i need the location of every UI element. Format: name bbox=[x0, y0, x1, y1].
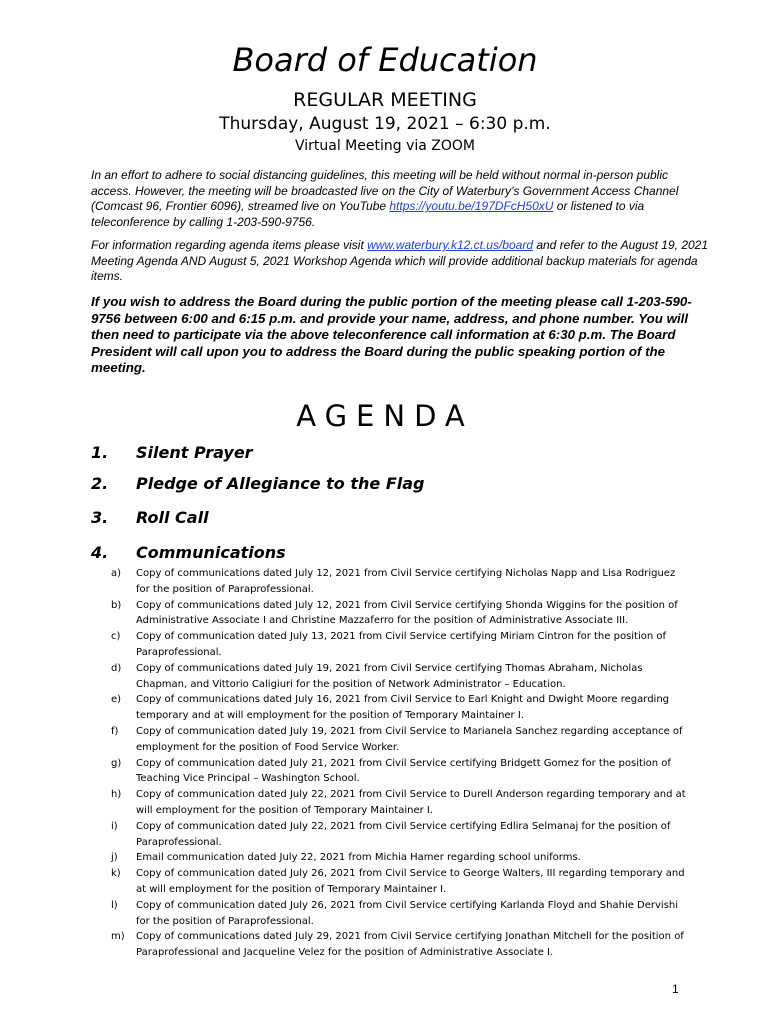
list-item-text: Copy of communications dated July 12, 2021 from Civil Service certifying Shonda Wiggins for the position of Administrative Associate I and Christine Mazzaferro for the position of Administrative Associate III. bbox=[136, 599, 678, 627]
agenda-item bbox=[91, 473, 424, 495]
info-text: For information regarding agenda items please visit bbox=[91, 238, 368, 252]
list-item bbox=[91, 850, 691, 866]
list-item-text: Copy of communications dated July 12, 2021 from Civil Service certifying Nicholas Napp and Lisa Rodriguez for the position of Paraprofessional. bbox=[136, 568, 676, 595]
meeting-datetime: Thursday, August 19, 2021 – 6:30 p.m. bbox=[219, 114, 551, 134]
intro-paragraph-broadcast bbox=[91, 168, 711, 230]
list-item-letter: c) bbox=[111, 631, 121, 643]
list-item bbox=[91, 629, 691, 661]
list-item-text: Copy of communication dated July 26, 2021 from Civil Service to George Walters, III regarding temporary and at will employment for the position of Temporary Maintainer I. bbox=[136, 868, 685, 895]
list-item-letter: d) bbox=[111, 662, 122, 674]
agenda-item-number: 4. bbox=[91, 543, 109, 562]
list-item bbox=[91, 661, 691, 693]
agenda-item-number: 2. bbox=[91, 474, 109, 493]
meeting-type: REGULAR MEETING bbox=[293, 89, 477, 111]
agenda-item-label: Communications bbox=[136, 543, 286, 562]
agenda-item-number: 1. bbox=[91, 443, 109, 462]
list-item-letter: i) bbox=[111, 820, 118, 832]
meeting-venue: Virtual Meeting via ZOOM bbox=[294, 138, 475, 154]
list-item-text: Copy of communication dated July 13, 2021 from Civil Service certifying Miriam Cintron for the position of Paraprofessional. bbox=[136, 631, 667, 658]
list-item bbox=[91, 692, 691, 724]
list-item-letter: l) bbox=[111, 899, 118, 911]
list-item-letter: m) bbox=[111, 931, 125, 943]
page-title: Board of Education bbox=[232, 41, 538, 79]
page-number: 1 bbox=[672, 982, 679, 996]
agenda-item-label: Pledge of Allegiance to the Flag bbox=[136, 474, 425, 493]
list-item-text: Copy of communication dated July 19, 2021 from Civil Service to Marianela Sanchez regarding acceptance of employment for the position of Food Service Worker. bbox=[136, 725, 683, 753]
list-item-letter: a) bbox=[111, 568, 122, 579]
intro-paragraph-info bbox=[91, 238, 711, 285]
agenda-item bbox=[91, 442, 253, 464]
list-item bbox=[91, 598, 691, 630]
list-item bbox=[91, 724, 691, 756]
agenda-item bbox=[91, 507, 209, 529]
agenda-item-label: Silent Prayer bbox=[136, 443, 253, 462]
list-item-text: Copy of communication dated July 22, 2021 from Civil Service to Durell Anderson regarding temporary and at will employment for the position of Temporary Maintainer I. bbox=[136, 789, 686, 816]
list-item-letter: f) bbox=[111, 725, 119, 737]
list-item bbox=[91, 756, 691, 788]
list-item bbox=[91, 929, 691, 961]
public-comment-instructions: If you wish to address the Board during the public portion of the meeting please call 1-203-590-9756 between 6:00 and 6:15 p.m. and provide your name, address, and phone number. You will then need to participate via the above teleconference call information at 6:30 p.m. The Board President will call upon you to address the Board during the public speaking portion of the meeting. bbox=[91, 294, 692, 375]
communications-list bbox=[91, 566, 691, 961]
agenda-heading: AGENDA bbox=[296, 399, 474, 433]
list-item-letter: g) bbox=[111, 757, 122, 769]
list-item-letter: h) bbox=[111, 789, 122, 801]
list-item-letter: e) bbox=[111, 694, 122, 706]
youtube-link[interactable]: https://youtu.be/197DFcH50xU bbox=[389, 199, 554, 213]
list-item bbox=[91, 866, 691, 898]
board-website-link[interactable]: www.waterbury.k12.ct.us/board bbox=[367, 238, 533, 252]
list-item-text: Copy of communications dated July 29, 2021 from Civil Service certifying Jonathan Mitchell for the position of Paraprofessional and Jacqueline Velez for the position of Administrative Associate I. bbox=[136, 931, 684, 959]
list-item-text: Copy of communications dated July 19, 2021 from Civil Service certifying Thomas Abraham, Nicholas Chapman, and Vittorio Caligiuri for the position of Network Administrator – Education. bbox=[136, 662, 643, 690]
list-item-text: Copy of communications dated July 16, 2021 from Civil Service to Earl Knight and Dwight Moore regarding temporary and at will employment for the position of Temporary Maintainer I. bbox=[136, 694, 670, 722]
list-item bbox=[91, 898, 691, 930]
list-item bbox=[91, 787, 691, 819]
agenda-item-number: 3. bbox=[91, 508, 109, 527]
intro-text: In an effort to adhere to social distancing guidelines, this meeting will be held without normal in-person public access. However, the meeting will be broadcasted live on the City of Waterbury’s Government Access Channel (Comcast 96, Frontier 6096), streamed live on YouTube bbox=[91, 168, 679, 213]
list-item bbox=[91, 566, 691, 598]
list-item-letter: j) bbox=[111, 852, 118, 864]
agenda-item bbox=[91, 542, 286, 564]
intro-text-end: or listened to via teleconference by calling 1-203-590-9756. bbox=[91, 199, 645, 229]
list-item-letter: k) bbox=[111, 868, 121, 880]
list-item-letter: b) bbox=[111, 599, 122, 611]
list-item-text: Email communication dated July 22, 2021 from Michia Hamer regarding school uniforms. bbox=[136, 852, 581, 864]
info-text-end: and refer to the August 19, 2021 Meeting Agenda AND August 5, 2021 Workshop Agenda which will provide additional backup materials for agenda items. bbox=[91, 238, 709, 283]
list-item bbox=[91, 819, 691, 851]
list-item-text: Copy of communication dated July 26, 2021 from Civil Service certifying Karlanda Floyd and Shahie Dervishi for the position of Paraprofessional. bbox=[136, 899, 679, 927]
list-item-text: Copy of communication dated July 22, 2021 from Civil Service certifying Edlira Selmanaj for the position of Paraprofessional. bbox=[136, 820, 671, 848]
list-item-text: Copy of communication dated July 21, 2021 from Civil Service certifying Bridgett Gomez for the position of Teaching Vice Principal – Washington School. bbox=[136, 757, 671, 785]
agenda-item-label: Roll Call bbox=[136, 508, 209, 527]
